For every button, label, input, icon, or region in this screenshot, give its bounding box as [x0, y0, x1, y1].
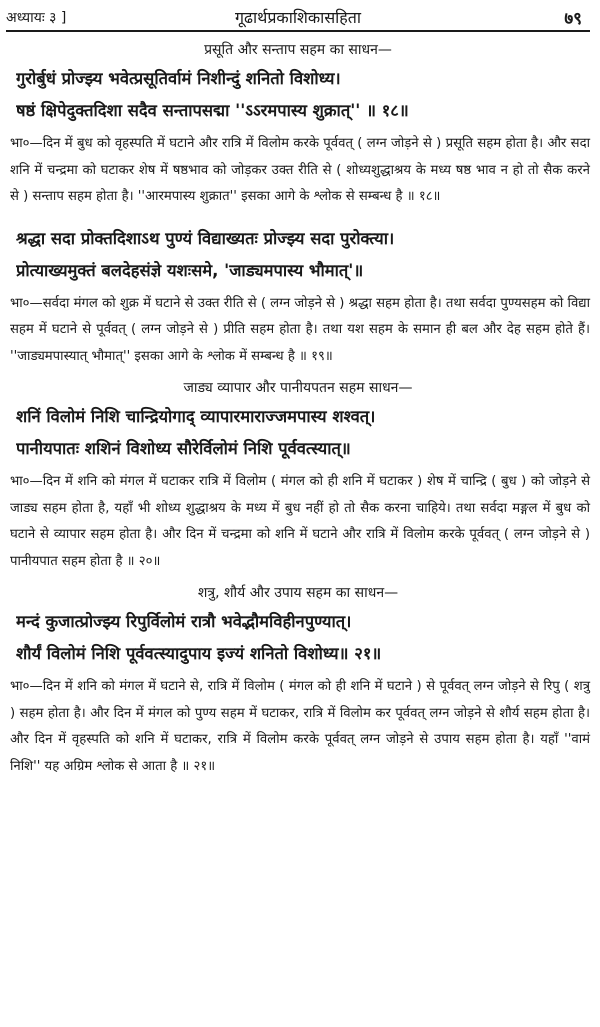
- verse-line: पानीयपातः शशिनं विशोध्य सौरेर्विलोमं निशि पूर्ववत्स्यात्॥: [16, 439, 351, 458]
- section-19: [6, 225, 590, 371]
- page-number: ७९: [564, 9, 582, 29]
- page-header: [6, 4, 590, 30]
- running-title: गूढार्थप्रकाशिकासहिता: [234, 8, 362, 27]
- section-18: [6, 40, 590, 211]
- section-20: [6, 378, 590, 575]
- header-rule: [6, 30, 590, 32]
- verse-line: शौर्यं विलोमं निशि पूर्ववत्स्यादुपाय इज्यं शनितो विशोध्य॥ २१॥: [16, 644, 382, 663]
- verse-line: प्रोत्याख्यमुक्तं बलदेहसंज्ञे यशःसमे, 'जाड्यमपास्य भौमात्'॥: [16, 260, 364, 280]
- commentary: भा०—दिन में शनि को मंगल में घटाने से, रात्रि में विलोम ( मंगल को ही शनि में घटाने ) से पूर्ववत् लग्न जोड़ने से रिपु ( शत्रु ) सहम होता है। और दिन में मंगल को पुण्य सहम में घटाकर, रात्रि में विलोम कर पूर्ववत् लग्न जोड़ने से शौर्य सहम होता है। और दिन में वृहस्पति को शनि में घटाकर, रात्रि में विलोम करके पूर्ववत् लग्न जोड़ने से उपाय सहम होता है। यहाँ ''वामं निशि'' यह अग्रिम श्लोक से आता है ॥ २१॥: [10, 679, 590, 774]
- commentary: भा०—सर्वदा मंगल को शुक्र में घटाने से उक्त रीति से ( लग्न जोड़ने से ) श्रद्धा सहम होता है। तथा सर्वदा पुण्यसहम को विद्या सहम में घटाने से पूर्ववत् ( लग्न जोड़ने से ) प्रीति सहम होता है। तथा यश सहम के समान ही बल और देह सहम होते हैं। ''जाड्यमपास्यात् भौमात्'' इसका आगे के श्लोक में सम्बन्ध है ॥ १९॥: [10, 295, 590, 364]
- section-heading: शत्रु, शौर्य और उपाय सहम का साधन—: [197, 585, 399, 601]
- verse-line: श्रद्धा सदा प्रोक्तदिशाऽथ पुण्यं विद्याख्यतः प्रोज्झ्य सदा पुरोक्त्या।: [16, 228, 395, 248]
- commentary: भा०—दिन में बुध को वृहस्पति में घटाने और रात्रि में विलोम करके पूर्ववत् ( लग्न जोड़ने से ) प्रसूति सहम होता है। और सदा शनि में चन्द्रमा को घटाकर शेष में षष्ठभाव को जोड़कर उक्त रीति से ( शोध्यशुद्धाश्रय के मध्य षष्ठ भाव न हो तो सैक करने से ) सन्ताप सहम होता है। ''आरमपास्य शुक्रात'' इसका आगे के श्लोक से सम्बन्ध है ॥ १८॥: [10, 136, 590, 204]
- verse-line: षष्ठं क्षिपेदुक्तदिशा सदैव सन्तापसद्मा ''ऽऽरमपास्य शुक्रात्'' ॥ १८॥: [16, 101, 409, 120]
- section-21: [6, 583, 590, 780]
- verse-line: मन्दं कुजात्प्रोज्झ्य रिपुर्विलोमं रात्रौ भवेद्भौमविहीनपुण्यात्।: [16, 612, 352, 631]
- commentary: भा०—दिन में शनि को मंगल में घटाकर रात्रि में विलोम ( मंगल को ही शनि में घटाकर ) शेष में चान्द्रि ( बुध ) को जोड़ने से जाड्य सहम होता है, यहाँ भी शोध्य शुद्धाश्रय के मध्य में बुध नहीं हो तो सैक करना चाहिये। तथा सर्वदा मङ्गल में बुध को घटाने से व्यापार सहम होता है। और दिन में चन्द्रमा को शनि में घटाने और रात्रि में विलोम करके पूर्ववत् ( लग्न जोड़ने से ) पानीयपात सहम होता है ॥ २०॥: [10, 474, 590, 569]
- section-heading: प्रसूति और सन्ताप सहम का साधन—: [204, 42, 392, 58]
- section-heading: जाड्य व्यापार और पानीयपतन सहम साधन—: [183, 380, 413, 396]
- chapter-label: अध्यायः ३ ]: [6, 10, 67, 26]
- verse-line: गुरोर्बुधं प्रोज्झ्य भवेत्प्रसूतिर्वामं निशीन्दुं शनितो विशोध्य।: [16, 69, 341, 88]
- verse-line: शनिं विलोमं निशि चान्द्रियोगाद् व्यापारमाराज्जमपास्य शश्वत्।: [16, 407, 376, 426]
